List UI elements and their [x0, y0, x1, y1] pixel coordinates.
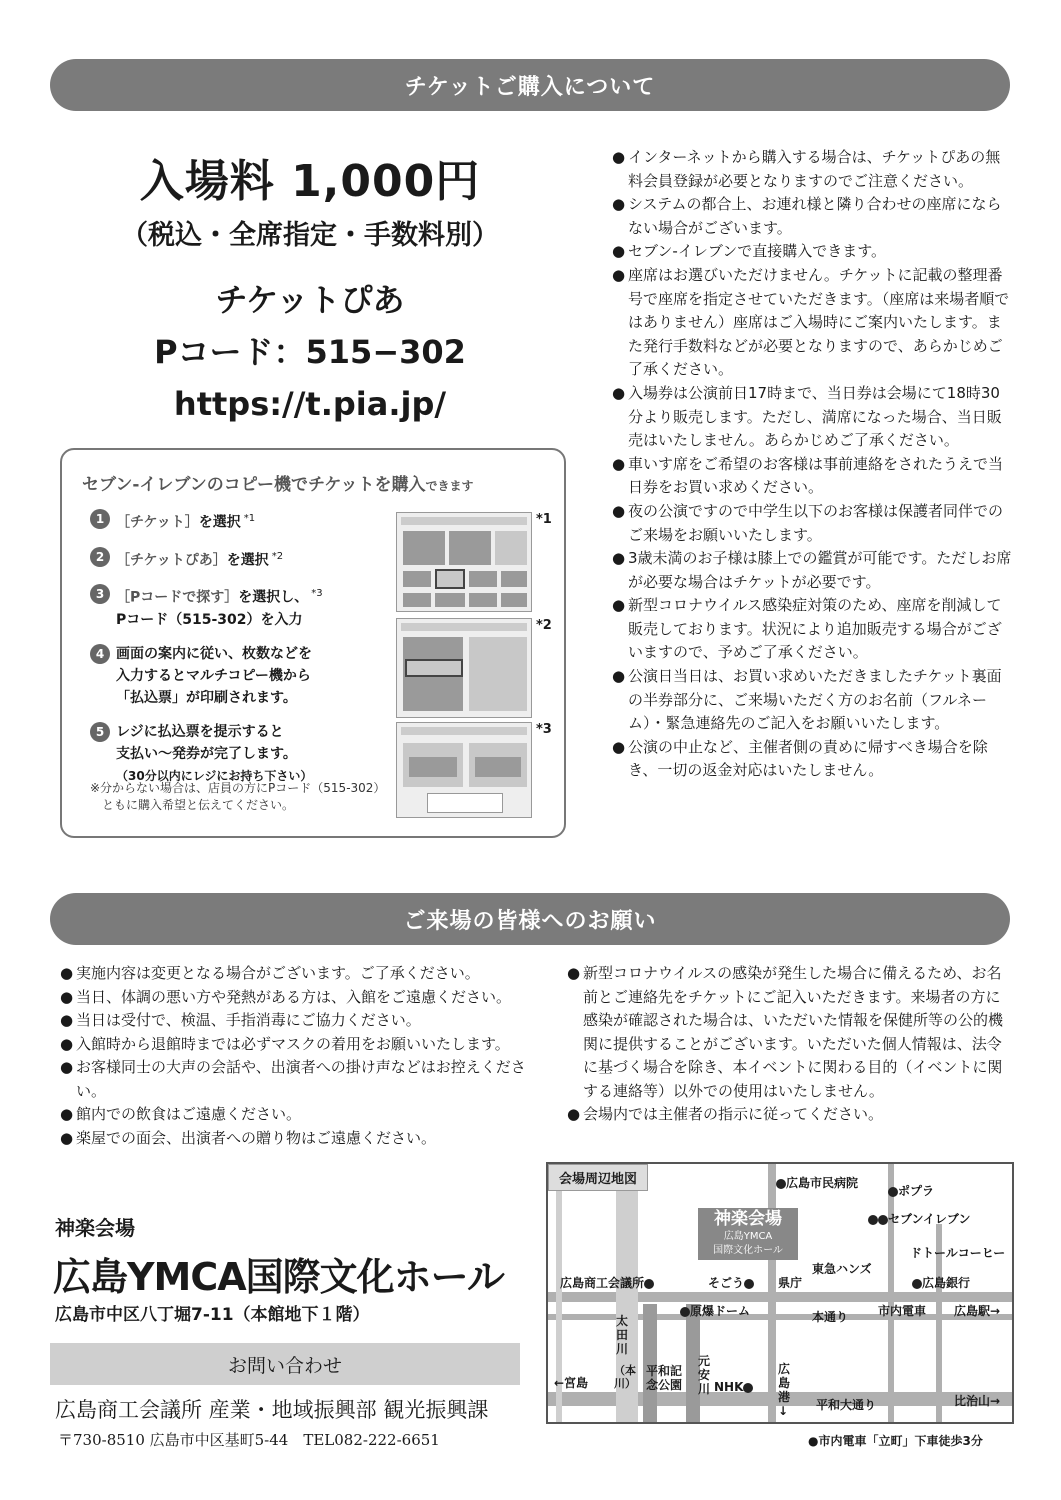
step-3-text: を選択し、 — [238, 589, 309, 606]
step-number-icon: 4 — [90, 644, 110, 664]
map-road-vertical — [768, 1164, 776, 1424]
seven-eleven-title — [82, 470, 474, 495]
map-label-honkawa: （本川） — [614, 1364, 636, 1390]
screen-tile-selected — [435, 569, 465, 589]
step-number-icon: 2 — [90, 547, 110, 567]
ticket-url[interactable]: https://t.pia.jp/ — [173, 385, 447, 423]
price-note: （税込・全席指定・手数料別） — [121, 220, 499, 251]
seven-eleven-guide — [60, 448, 566, 838]
request-item: ● 実施内容は変更となる場合がございます。ご了承ください。 — [60, 964, 480, 982]
ticket-note: ● システムの都合上、お連れ様と隣り合わせの座席にならない場合がございます。 — [612, 195, 1002, 237]
step-5-line2: 支払い〜発券が完了します。 — [116, 745, 297, 762]
step-2 — [90, 546, 390, 572]
request-list-left — [60, 962, 550, 1150]
screenshot-menu — [396, 512, 532, 612]
map-label-miyajima: ←宮島 — [554, 1376, 589, 1390]
screen-tile — [501, 593, 527, 607]
map-label-chamber: 広島商工会議所 — [560, 1274, 654, 1291]
map-label-poplar: ポプラ — [888, 1182, 934, 1199]
step-number-icon: 1 — [90, 509, 110, 529]
map-label-doutor: ドトールコーヒー — [910, 1246, 1006, 1260]
ticket-note: ● 公演の中止など、主催者側の責めに帰すべき場合を除き、一切の返金対応はいたしません。 — [612, 737, 988, 780]
screen-bar — [401, 623, 527, 631]
screen-tile — [403, 571, 431, 587]
map-label-sogo: そごう — [708, 1274, 754, 1291]
map-label-station: 広島駅→ — [954, 1304, 1001, 1318]
ticket-vendor: チケットぴあ — [215, 281, 405, 319]
map-label-tokyu: 東急ハンズ — [812, 1262, 872, 1276]
step-number-icon: 5 — [90, 722, 110, 742]
screen-mark-2: *2 — [536, 618, 552, 633]
ticket-note: ● セブン-イレブンで直接購入できます。 — [612, 242, 887, 261]
step-1-ref: *1 — [243, 513, 256, 524]
map-dot-icon — [868, 1215, 878, 1225]
map-road-vertical — [888, 1164, 894, 1424]
map-dot-icon — [878, 1215, 888, 1225]
step-5 — [90, 721, 390, 787]
request-item: ● 入館時から退館時までは必ずマスクの着用をお願いいたします。 — [60, 1034, 510, 1053]
step-3 — [90, 583, 390, 631]
request-item: ● 館内での飲食はご遠慮ください。 — [60, 1105, 302, 1123]
screenshot-pia — [396, 618, 532, 718]
ticket-note: ● インターネットから購入する場合は、チケットぴあの無料会員登録が必要となりますのでご注意ください。 — [612, 148, 1001, 190]
seven-title-main: セブン-イレブンのコピー機でチケットを購入 — [82, 475, 426, 495]
screen-tile — [501, 571, 527, 587]
ticket-section-header: チケットご購入について — [50, 59, 1010, 111]
purchase-steps — [90, 508, 390, 799]
ticket-note: ● 3歳未満のお子様は膝上での鑑賞が可能です。ただしお席が必要な場合はチケットが必要です。 — [612, 549, 1012, 591]
venue-name: 広島YMCA国際文化ホール — [53, 1255, 504, 1299]
step-1 — [90, 508, 390, 534]
contact-label: お問い合わせ — [50, 1343, 520, 1385]
map-label-seven: セブンイレブン — [868, 1210, 970, 1227]
seven-eleven-note — [90, 780, 400, 814]
screen-tile — [449, 531, 491, 565]
screen-tile — [469, 593, 497, 607]
map-label-hondori: 本通り — [812, 1310, 849, 1324]
ticket-notes-list — [612, 146, 1012, 783]
map-title: 会場周辺地図 — [548, 1164, 648, 1191]
step-4-line2: 入力するとマルチコピー機から — [116, 667, 311, 684]
screen-tile — [435, 593, 465, 607]
map-label-motoyasu: 元安川 — [698, 1354, 711, 1396]
map-hall-big: 神楽会場 — [714, 1209, 782, 1229]
screenshot-pcode — [396, 722, 532, 818]
map-dot-icon — [776, 1179, 786, 1189]
map-label-pref: 県庁 — [778, 1276, 803, 1290]
map-label-port: 広島港↓ — [778, 1362, 791, 1418]
step-3-ref: *3 — [311, 588, 323, 600]
map-label-nhk: NHK — [714, 1380, 753, 1394]
request-section-header: ご来場の皆様へのお願い — [50, 893, 1010, 945]
map-label-peace-blvd: 平和大通り — [816, 1398, 877, 1412]
admission-price: 入場料 1,000円 — [139, 156, 481, 207]
map-label-tram: 市内電車 — [878, 1304, 927, 1318]
seven-note-line2: ともに購入希望と伝えてください。 — [90, 798, 295, 812]
map-dot-icon — [644, 1279, 654, 1289]
ticket-note: ● 夜の公演ですので中学生以下のお客様は保護者同伴でのご来場をお願いいたします。 — [612, 501, 1004, 544]
screen-tile — [409, 757, 457, 777]
ticket-note: ● 新型コロナウイルス感染症対策のため、座席を削減して販売しております。状況により追加販売する場合がございますので、予めご了承ください。 — [612, 596, 1002, 662]
step-5-line1: レジに払込票を提示すると — [116, 723, 284, 740]
map-label-peace-park: 平和記念公園 — [646, 1364, 683, 1392]
step-4 — [90, 643, 390, 709]
screen-tile — [495, 531, 527, 565]
map-label-dome: 原爆ドーム — [680, 1302, 750, 1319]
price-block — [60, 145, 560, 426]
request-item: ● お客様同士の大声の会話や、出演者への掛け声などはお控えください。 — [60, 1058, 526, 1100]
ticket-note: ● 入場券は公演前日17時まで、当日券は会場にて18時30分より販売します。ただし、満席になった場合、当日販売はいたしません。あらかじめご了承ください。 — [612, 383, 1002, 450]
pcode: Pコード：515−302 — [154, 333, 466, 371]
map-dot-icon — [912, 1279, 922, 1289]
ticket-note: ● 座席はお選びいただけません。チケットに記載の整理番号で座席を指定させていただきます。（座席は来場者順ではありません）座席はご入場時にご案内いたします。また発行手数料などが必要となりますので、あらかじめご了承ください。 — [612, 265, 1010, 379]
step-1-bracket: ［チケット］ — [116, 514, 199, 531]
step-3-line2: Pコード（515-302）を入力 — [116, 611, 303, 628]
screen-mark-3: *3 — [536, 722, 552, 737]
map-label-hospital: 広島市民病院 — [776, 1174, 858, 1191]
request-list-right — [567, 962, 1007, 1127]
venue-map — [546, 1162, 1014, 1424]
step-1-text: を選択 — [198, 514, 241, 531]
screen-tile — [427, 793, 503, 813]
step-4-line3: 「払込票」が印刷されます。 — [116, 689, 297, 706]
step-2-text: を選択 — [226, 552, 269, 569]
screen-tile — [475, 757, 521, 777]
screen-tile — [469, 571, 497, 587]
contact-organization: 広島商工会議所 産業・地域振興部 観光振興課 — [55, 1398, 489, 1422]
screen-mark-1: *1 — [536, 512, 552, 527]
map-dot-icon — [743, 1383, 753, 1393]
ticket-note: ● 車いす席をご希望のお客様は事前連絡をされたうえで当日券をお買い求めください。 — [612, 454, 1004, 497]
screen-tile — [469, 637, 527, 711]
map-hall-sm1: 広島YMCA — [723, 1231, 773, 1242]
step-2-bracket: ［チケットぴあ］ — [116, 552, 227, 569]
seven-title-small: できます — [425, 479, 474, 493]
map-venue-marker — [698, 1208, 798, 1260]
venue-address: 広島市中区八丁堀7-11（本館地下１階） — [55, 1305, 370, 1325]
ticket-note: ● 公演日当日は、お買い求めいただきましたチケット裏面の半券部分に、ご来場いただく方のお名前（フルネーム）・緊急連絡先のご記入をお願いいたします。 — [612, 667, 1002, 733]
request-item: ● 当日、体調の悪い方や発熱がある方は、入館をご遠慮ください。 — [60, 987, 512, 1006]
map-access-note: ●市内電車「立町」下車徒歩3分 — [808, 1434, 983, 1448]
step-number-icon: 3 — [90, 584, 110, 604]
map-dot-icon — [744, 1279, 754, 1289]
request-item: ● 当日は受付で、検温、手指消毒にご協力ください。 — [60, 1011, 421, 1029]
map-dot-icon — [680, 1307, 690, 1317]
venue-label: 神楽会場 — [55, 1216, 135, 1240]
map-label-bank: 広島銀行 — [912, 1274, 970, 1291]
map-label-ota: 太田川 — [616, 1314, 629, 1356]
screen-bar — [401, 727, 527, 735]
screen-tile — [403, 593, 431, 607]
request-item: ● 新型コロナウイルスの感染が発生した場合に備えるため、お名前とご連絡先をチケットにご記入いただきます。来場者の方に感染が確認された場合は、いただいた情報を保健所等の公的機関に提供することがございます。いただいた個人情報は、法令に基づく場合を除き、本イベントに関わる目的（イベントに関する連絡等）以外での使用はいたしません。 — [567, 964, 1004, 1100]
seven-note-line1: ※分からない場合は、店員の方にPコード（515-302） — [90, 781, 386, 795]
request-item: ● 会場内では主催者の指示に従ってください。 — [567, 1105, 884, 1123]
step-4-line1: 画面の案内に従い、枚数などを — [116, 645, 312, 662]
step-5-line3: （30分以内にレジにお持ち下さい） — [116, 768, 313, 783]
map-hall-sm2: 国際文化ホール — [713, 1245, 783, 1256]
request-item: ● 楽屋での面会、出演者への贈り物はご遠慮ください。 — [60, 1128, 437, 1147]
contact-address: 〒730-8510 広島市中区基町5-44 TEL082-222-6651 — [58, 1431, 440, 1449]
map-label-hijiyama: 比治山→ — [954, 1394, 1001, 1408]
screen-tile — [403, 531, 445, 565]
step-2-ref: *2 — [271, 550, 284, 562]
screen-bar — [401, 517, 527, 525]
step-3-bracket: ［Pコードで探す］ — [116, 589, 239, 606]
screen-tile-selected — [405, 659, 463, 677]
map-dot-icon — [888, 1187, 898, 1197]
